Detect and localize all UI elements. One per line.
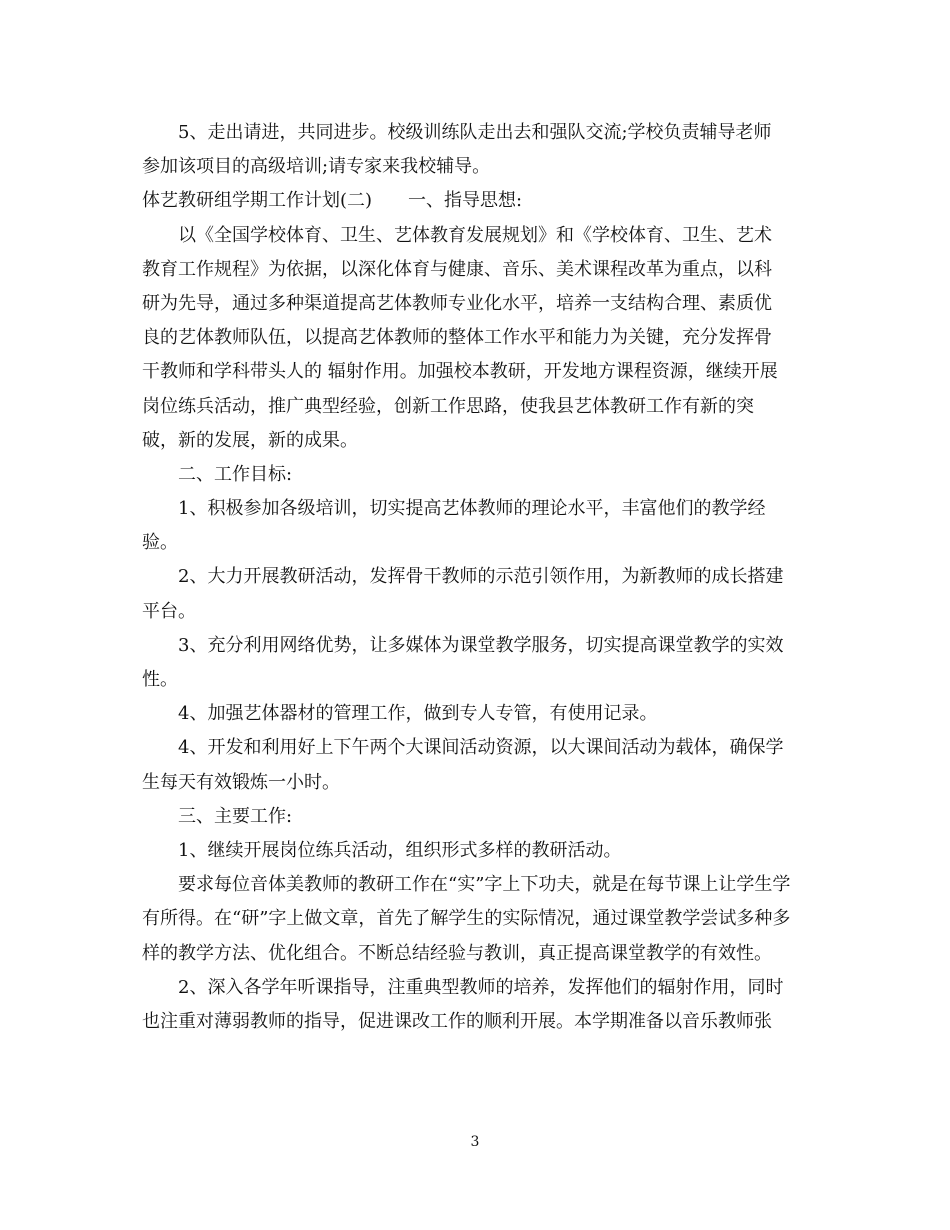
text-line: 生每天有效锻炼一小时。 <box>142 771 340 793</box>
text-line: 干教师和学科带头人的 辐射作用。加强校本教研，开发地方课程资源，继续开展 <box>142 361 778 383</box>
text-line: 参加该项目的高级培训;请专家来我校辅导。 <box>142 156 491 178</box>
text-line: 2、大力开展教研活动，发挥骨干教师的示范引领作用，为新教师的成长搭建 <box>178 566 784 588</box>
section-heading: 三、主要工作: <box>178 805 293 827</box>
text-line: 3、充分利用网络优势，让多媒体为课堂教学服务，切实提高课堂教学的实效 <box>178 634 784 656</box>
text-line: 5、走出请进，共同进步。校级训练队走出去和强队交流;学校负责辅导老师 <box>178 122 772 143</box>
text-line: 良的艺体教师队伍，以提高艺体教师的整体工作水平和能力为关键，充分发挥骨 <box>142 327 772 349</box>
text-line: 平台。 <box>142 600 196 622</box>
text-line: 破，新的发展，新的成果。 <box>142 429 358 451</box>
text-line: 2、深入各学年听课指导，注重典型教师的培养，发挥他们的辐射作用，同时 <box>178 976 784 998</box>
text-line: 样的教学方法、优化组合。不断总结经验与教训，真正提高课堂教学的有效性。 <box>142 942 772 964</box>
text-line: 性。 <box>142 669 178 690</box>
text-line: 有所得。在“研”字上做文章，首先了解学生的实际情况，通过课堂教学尝试多种多 <box>142 908 791 930</box>
text-line: 4、加强艺体器材的管理工作，做到专人专管，有使用记录。 <box>178 703 658 725</box>
text-line: 教育工作规程》为依据，以深化体育与健康、音乐、美术课程改革为重点，以科 <box>142 258 772 280</box>
text-line: 也注重对薄弱教师的指导，促进课改工作的顺利开展。本学期准备以音乐教师张 <box>142 1010 772 1032</box>
text-line: 岗位练兵活动，推广典型经验，创新工作思路，使我县艺体教研工作有新的突 <box>142 395 754 417</box>
section-title-line: 体艺教研组学期工作计划(二) 一、指导思想: <box>142 190 523 212</box>
text-line: 以《全国学校体育、卫生、艺体教育发展规划》和《学校体育、卫生、艺术 <box>178 224 772 246</box>
document-body <box>142 116 812 1039</box>
text-line: 4、开发和利用好上下午两个大课间活动资源，以大课间活动为载体，确保学 <box>178 737 784 759</box>
text-line: 研为先导，通过多种渠道提高艺体教师专业化水平，培养一支结构合理、素质优 <box>142 292 772 314</box>
text-line: 要求每位音体美教师的教研工作在“实”字上下功夫，就是在每节课上让学生学 <box>178 874 791 896</box>
text-line: 验。 <box>142 532 178 554</box>
section-heading: 二、工作目标: <box>178 463 293 485</box>
text-line: 1、继续开展岗位练兵活动，组织形式多样的教研活动。 <box>178 839 622 861</box>
page-number: 3 <box>470 1134 480 1150</box>
text-line: 1、积极参加各级培训，切实提高艺体教师的理论水平，丰富他们的教学经 <box>178 498 766 520</box>
